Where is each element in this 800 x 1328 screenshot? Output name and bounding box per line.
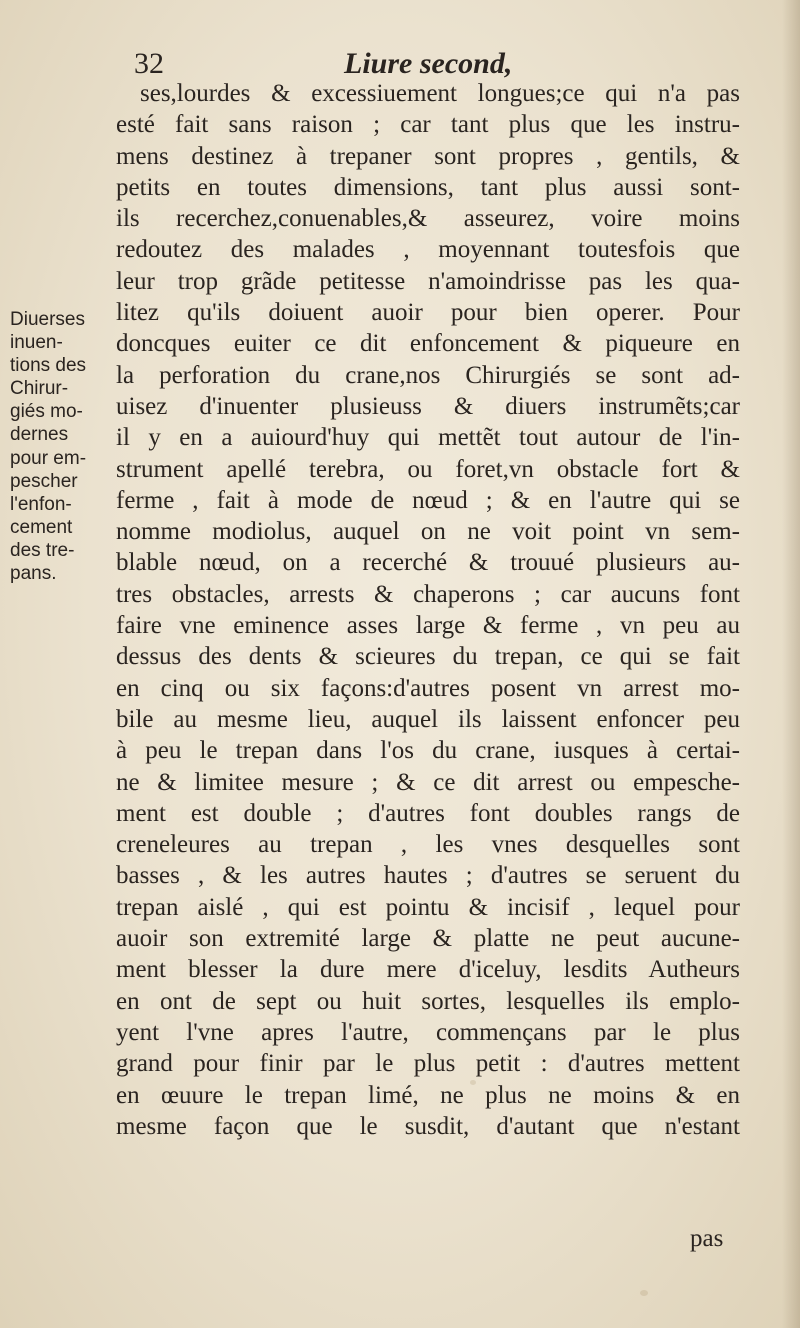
text-line: il y en a auiourd'huy qui mettẽt tout autour de l'in- bbox=[116, 424, 740, 452]
text-line: esté fait sans raison ; car tant plus que les instru- bbox=[116, 111, 740, 139]
text-line: ment blesser la dure mere d'iceluy, lesdits Autheurs bbox=[116, 956, 740, 984]
text-line: en œuure le trepan limé, ne plus ne moins & en bbox=[116, 1081, 740, 1109]
text-line: doncques euiter ce dit enfoncement & piqueure en bbox=[116, 330, 740, 358]
text-line: à peu le trepan dans l'os du crane, iusques à certai- bbox=[116, 737, 740, 765]
text-line: faire vne eminence asses large & ferme , vn peu au bbox=[116, 612, 740, 640]
text-line: en ont de sept ou huit sortes, lesquelles ils emplo- bbox=[116, 987, 740, 1015]
paper-stain bbox=[640, 1290, 648, 1296]
text-line: litez qu'ils doiuent auoir pour bien operer. Pour bbox=[116, 299, 740, 327]
margin-note-line: inuen- bbox=[10, 332, 63, 354]
text-line: dessus des dents & scieures du trepan, ce qui se fait bbox=[116, 643, 740, 671]
margin-note-line: l'enfon- bbox=[10, 493, 72, 515]
page-edge-shadow bbox=[782, 0, 800, 1328]
margin-note-line: tions des bbox=[10, 355, 87, 377]
margin-note-line: Diuerses bbox=[10, 309, 85, 330]
text-line: trepan aislé , qui est pointu & incisif , lequel pour bbox=[116, 893, 740, 921]
text-line: strument apellé terebra, ou foret,vn obstacle fort & bbox=[116, 455, 740, 483]
text-line: auoir son extremité large & platte ne peut aucune- bbox=[116, 925, 740, 953]
text-line: ferme , fait à mode de nœud ; & en l'autre qui se bbox=[116, 486, 740, 514]
marginal-note bbox=[10, 308, 120, 585]
text-line: ses,lourdes & excessiuement longues;ce qui n'a pas bbox=[140, 80, 740, 107]
page-number: 32 bbox=[134, 47, 164, 80]
body-text bbox=[116, 78, 740, 1142]
text-line: ils recerchez,conuenables,& asseurez, voire moins bbox=[116, 205, 740, 233]
text-line: creneleures au trepan , les vnes desquelles sont bbox=[116, 831, 740, 859]
text-line: bile au mesme lieu, auquel ils laissent enfoncer peu bbox=[116, 705, 740, 733]
text-line: en cinq ou six façons:d'autres posent vn arrest mo- bbox=[116, 674, 740, 702]
text-line: blable nœud, on a recerché & trouué plusieurs au- bbox=[116, 549, 740, 577]
margin-note-line: des tre- bbox=[10, 539, 75, 561]
text-line: nomme modiolus, auquel on ne voit point vn sem- bbox=[116, 518, 740, 546]
text-line: ne & limitee mesure ; & ce dit arrest ou empesche- bbox=[116, 768, 740, 796]
text-line: yent l'vne apres l'autre, commençans par le plus bbox=[116, 1018, 740, 1046]
text-line: mesme façon que le susdit, d'autant que n'estant bbox=[116, 1112, 740, 1140]
text-line: uisez d'inuenter plusieuss & diuers instrumẽts;car bbox=[116, 392, 740, 420]
margin-note-line: pour em- bbox=[10, 447, 87, 469]
text-line: leur trop grãde petitesse n'amoindrisse pas les qua- bbox=[116, 267, 740, 295]
text-line: mens destinez à trepaner sont propres , gentils, & bbox=[116, 142, 740, 170]
text-line: ment est double ; d'autres font doubles rangs de bbox=[116, 799, 740, 827]
text-line: la perforation du crane,nos Chirurgiés se sont ad- bbox=[116, 361, 740, 389]
margin-note-line: dernes bbox=[10, 424, 69, 446]
text-line: grand pour finir par le plus petit : d'autres mettent bbox=[116, 1050, 740, 1078]
margin-note-line: Chirur- bbox=[10, 378, 69, 400]
margin-note-line: pans. bbox=[10, 563, 57, 585]
text-line: redoutez des malades , moyennant toutesfois que bbox=[116, 236, 740, 264]
catchword: pas bbox=[690, 1225, 724, 1252]
text-line: petits en toutes dimensions, tant plus aussi sont- bbox=[116, 173, 740, 201]
margin-note-line: cement bbox=[10, 516, 73, 538]
margin-note-line: giés mo- bbox=[10, 401, 83, 423]
margin-note-line: pescher bbox=[10, 470, 78, 492]
running-title: Liure second, bbox=[344, 47, 513, 80]
text-line: tres obstacles, arrests & chaperons ; car aucuns font bbox=[116, 580, 740, 608]
text-line: basses , & les autres hautes ; d'autres se seruent du bbox=[116, 862, 740, 890]
